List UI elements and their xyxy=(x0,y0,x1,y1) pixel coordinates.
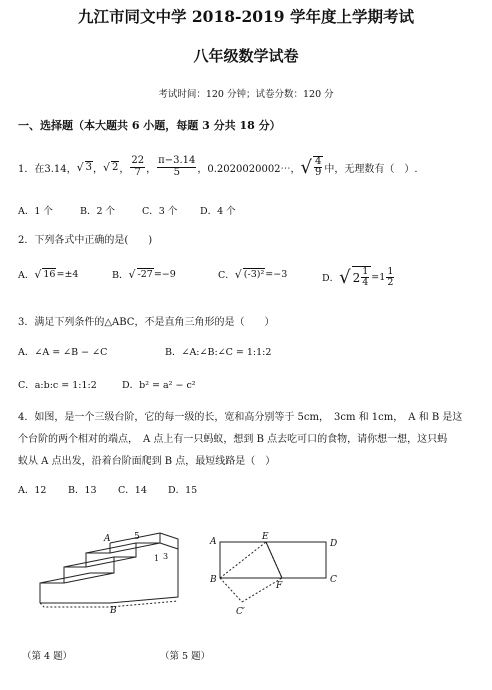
fig5-label-a: A xyxy=(210,537,217,547)
fig5-caption: （第 5 题） xyxy=(160,651,211,662)
q1-sqrt3: 3 xyxy=(85,162,93,173)
fig4-label-3: 3 xyxy=(163,552,169,561)
option-label: A． xyxy=(18,270,35,281)
sqrt-symbol: √ xyxy=(103,160,111,174)
q1-suffix: 中，无理数有（ ）. xyxy=(324,163,418,175)
mixed-frac xyxy=(361,267,369,288)
q3-option-c[interactable]: C．a:b:c = 1:1:2 xyxy=(18,380,97,391)
ground-hatch xyxy=(40,601,178,607)
q1-sqrt2: 2 xyxy=(112,162,119,173)
question-1 xyxy=(18,150,418,184)
fig5-label-b: B xyxy=(210,575,217,585)
step-edge xyxy=(40,573,90,583)
fig5-label-c-prime: C′ xyxy=(236,607,245,617)
option-rest: =−9 xyxy=(153,268,176,280)
folded-rectangle-figure xyxy=(200,528,350,618)
q3-option-b[interactable]: B．∠A:∠B:∠C = 1:1:2 xyxy=(165,347,272,358)
q1-comma: ， xyxy=(119,163,130,175)
rectangle-abcd xyxy=(220,542,326,578)
radicand xyxy=(352,266,372,288)
q1-text-314: 3.14， xyxy=(44,163,77,175)
fig5-label-e: E xyxy=(262,532,269,542)
q2-option-d[interactable] xyxy=(322,262,395,292)
q1-frac-pi xyxy=(157,156,196,178)
q4-option-d[interactable]: D．15 xyxy=(168,485,198,496)
fig4-label-5: 5 xyxy=(134,532,140,542)
q2-option-a[interactable] xyxy=(18,267,78,281)
step-edge xyxy=(64,573,114,583)
q1-option-c[interactable]: C．3 个 xyxy=(142,206,178,217)
frac-numerator: 1 xyxy=(362,266,369,278)
fig5-label-c: C xyxy=(330,575,337,585)
step-edge xyxy=(64,557,114,567)
sqrt-symbol: √ xyxy=(34,267,42,281)
exam-info: 考试时间：120 分钟；试卷分数：120 分 xyxy=(158,89,334,100)
q4-option-b[interactable]: B．13 xyxy=(68,485,97,496)
q1-sqrt-frac xyxy=(313,156,323,179)
segment-be xyxy=(220,542,266,578)
q4-option-a[interactable]: A．12 xyxy=(18,485,47,496)
frac-denominator: 4 xyxy=(362,277,369,288)
q3-option-a[interactable]: A．∠A = ∠B − ∠C xyxy=(18,347,108,358)
fig4-caption: （第 4 题） xyxy=(22,651,73,662)
option-label: C． xyxy=(218,270,235,281)
frac-denominator: 2 xyxy=(387,276,394,288)
radicand: -27 xyxy=(137,269,153,280)
step-edge xyxy=(160,543,178,549)
sqrt-symbol: √ xyxy=(300,156,313,178)
sqrt-symbol: √ xyxy=(234,267,242,281)
result-frac xyxy=(386,267,394,288)
q1-comma: ， xyxy=(93,163,104,175)
section-heading: 一、选择题（本大题共 6 小题，每题 3 分共 18 分） xyxy=(18,119,281,132)
q2-option-c[interactable] xyxy=(218,267,287,281)
question-3: 3．满足下列条件的△ABC，不是直角三角形的是（ ） xyxy=(18,317,275,328)
exam-title: 九江市同文中学 2018-2019 学年度上学期考试 xyxy=(77,7,414,26)
q1-frac-22-7 xyxy=(130,156,145,178)
question-4-line-3: 蚁从 A 点出发，沿着台阶面爬到 B 点，最短线路是（ ） xyxy=(18,456,276,467)
option-rest: =−3 xyxy=(265,268,288,280)
fig4-label-a: A xyxy=(104,534,111,544)
q1-prefix: 1．在 xyxy=(18,163,45,175)
step-edge xyxy=(86,557,136,567)
step-edge xyxy=(110,543,160,553)
sqrt-symbol: √ xyxy=(76,160,84,174)
fig4-label-b: B xyxy=(110,606,117,615)
q1-decimal: ，0.2020020002⋯， xyxy=(197,163,301,175)
frac-numerator: 4 xyxy=(315,155,322,167)
question-2: 2．下列各式中正确的是( ) xyxy=(18,235,153,246)
step-edge xyxy=(86,543,136,553)
q2-option-b[interactable] xyxy=(112,267,176,281)
q1-comma: ， xyxy=(146,163,157,175)
frac-numerator: 1 xyxy=(387,265,394,277)
frac-denominator: 7 xyxy=(134,166,141,178)
q4-option-c[interactable]: C．14 xyxy=(118,485,147,496)
option-label: D． xyxy=(322,273,340,284)
sqrt-symbol: √ xyxy=(339,266,351,288)
frac-denominator: 9 xyxy=(315,167,322,178)
segment-bc-prime xyxy=(220,578,242,602)
q1-option-a[interactable]: A．1 个 xyxy=(18,206,53,217)
fig5-label-f: F xyxy=(276,581,283,591)
sqrt-symbol: √ xyxy=(128,267,136,281)
mixed-whole: 2 xyxy=(352,270,361,285)
radicand: 16 xyxy=(43,269,56,280)
frac-numerator: π−3.14 xyxy=(158,155,196,166)
q3-option-d[interactable]: D．b² = a² − c² xyxy=(122,380,196,391)
paper-subtitle: 八年级数学试卷 xyxy=(193,47,299,65)
radicand: (-3)² xyxy=(243,269,265,280)
frac-numerator: 22 xyxy=(131,155,145,166)
option-rest: =±4 xyxy=(56,268,79,280)
fig4-label-1: 1 xyxy=(154,554,160,563)
option-eq: =1 xyxy=(371,271,386,283)
frac-denominator: 5 xyxy=(173,166,180,178)
option-label: B． xyxy=(112,270,129,281)
question-4-line-2: 个台阶的两个相对的端点， A 点上有一只蚂蚁，想到 B 点去吃可口的食物，请你想一想，这只蚂 xyxy=(18,434,448,445)
fig5-label-d: D xyxy=(330,539,338,549)
q1-option-b[interactable]: B．2 个 xyxy=(80,206,116,217)
q1-option-d[interactable]: D．4 个 xyxy=(200,206,236,217)
staircase-figure xyxy=(30,525,190,615)
question-4-line-1: 4．如图，是一个三级台阶，它的每一级的长，宽和高分别等于 5cm， 3cm 和 1cm， A 和 B 是这 xyxy=(18,412,463,423)
